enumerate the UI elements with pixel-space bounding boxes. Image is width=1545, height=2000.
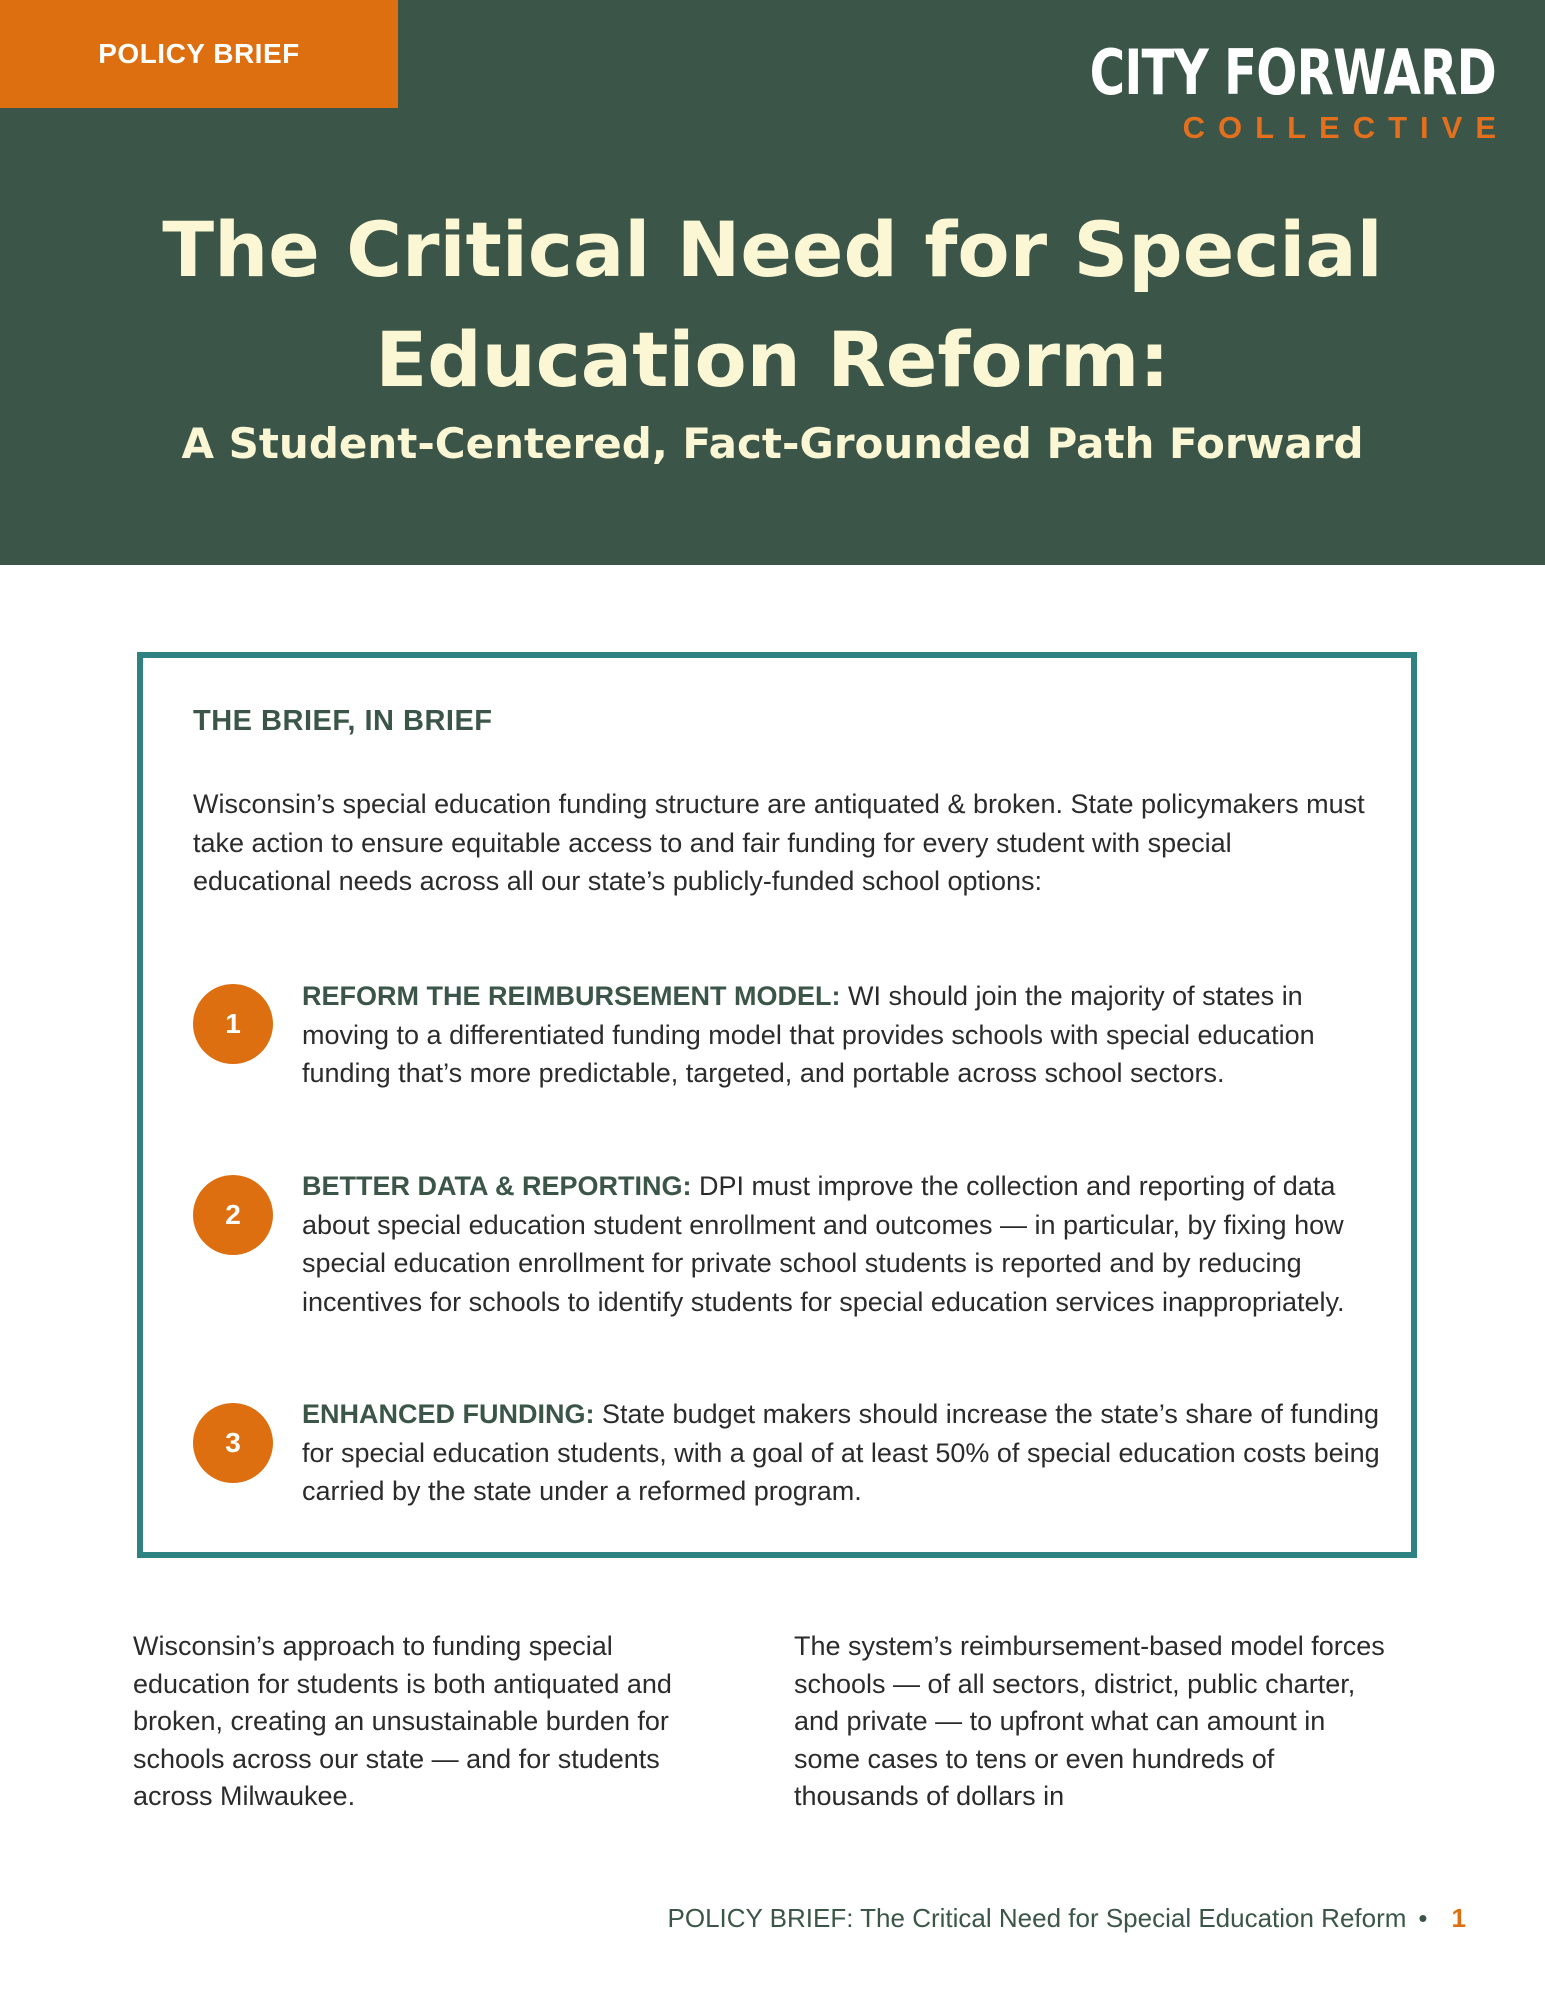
footer-separator: •: [1418, 1903, 1428, 1933]
recommendation-body: State budget makers should increase the state’s share of funding for special education students, with a goal of at least 50% of special education costs being carried by the state under a reformed program.: [302, 1399, 1380, 1506]
body-column-right: The system’s reimbursement-based model forces schools — of all sectors, district, public charter, and private — to upfront what can amount in some cases to tens or even hundreds of thousands of dollars in: [794, 1631, 1385, 1811]
brief-intro: Wisconsin’s special education funding structure are antiquated & broken. State policymakers must take action to ensure equitable access to and fair funding for every student with special educational needs across all our state’s publicly-funded school options:: [193, 789, 1365, 896]
recommendation-text: [302, 1395, 1392, 1511]
recommendation-body: DPI must improve the collection and reporting of data about special education student enrollment and outcomes — in particular, by fixing how special education enrollment for private school students is reported and by reducing incentives for schools to identify students for special education services inappropriately.: [302, 1171, 1345, 1317]
body-column-left: Wisconsin’s approach to funding special education for students is both antiquated and broken, creating an unsustainable burden for schools across our state — and for students across Milwaukee.: [133, 1631, 672, 1811]
number-badge: 2: [193, 1175, 273, 1255]
page-subtitle: A Student-Centered, Fact-Grounded Path Forward: [181, 419, 1364, 468]
recommendation-text: [302, 1167, 1392, 1321]
page-title: [0, 195, 1545, 415]
recommendation-text: [302, 977, 1392, 1093]
header-banner: [0, 0, 1545, 565]
page-number: 1: [1451, 1903, 1466, 1933]
title-line-1: The Critical Need for Special: [162, 205, 1383, 294]
policy-brief-tag: POLICY BRIEF: [0, 0, 398, 108]
logo-main-text: CITY FORWARD: [1089, 36, 1496, 109]
footer-text: POLICY BRIEF: The Critical Need for Special Education Reform: [667, 1903, 1407, 1933]
recommendation-label: ENHANCED FUNDING:: [302, 1399, 595, 1429]
city-forward-logo: [975, 36, 1509, 146]
number-badge: 1: [193, 984, 273, 1064]
recommendation-label: REFORM THE REIMBURSEMENT MODEL:: [302, 981, 841, 1011]
number-badge: 3: [193, 1403, 273, 1483]
brief-heading: THE BRIEF, IN BRIEF: [193, 705, 493, 737]
recommendation-label: BETTER DATA & REPORTING:: [302, 1171, 692, 1201]
logo-sub-text: COLLECTIVE: [1182, 110, 1509, 145]
title-line-2: Education Reform:: [375, 315, 1170, 404]
page-footer: [0, 1903, 1545, 1934]
recommendation-body: WI should join the majority of states in moving to a differentiated funding model that provides schools with special education funding that’s more predictable, targeted, and portable across school sectors.: [302, 981, 1315, 1088]
